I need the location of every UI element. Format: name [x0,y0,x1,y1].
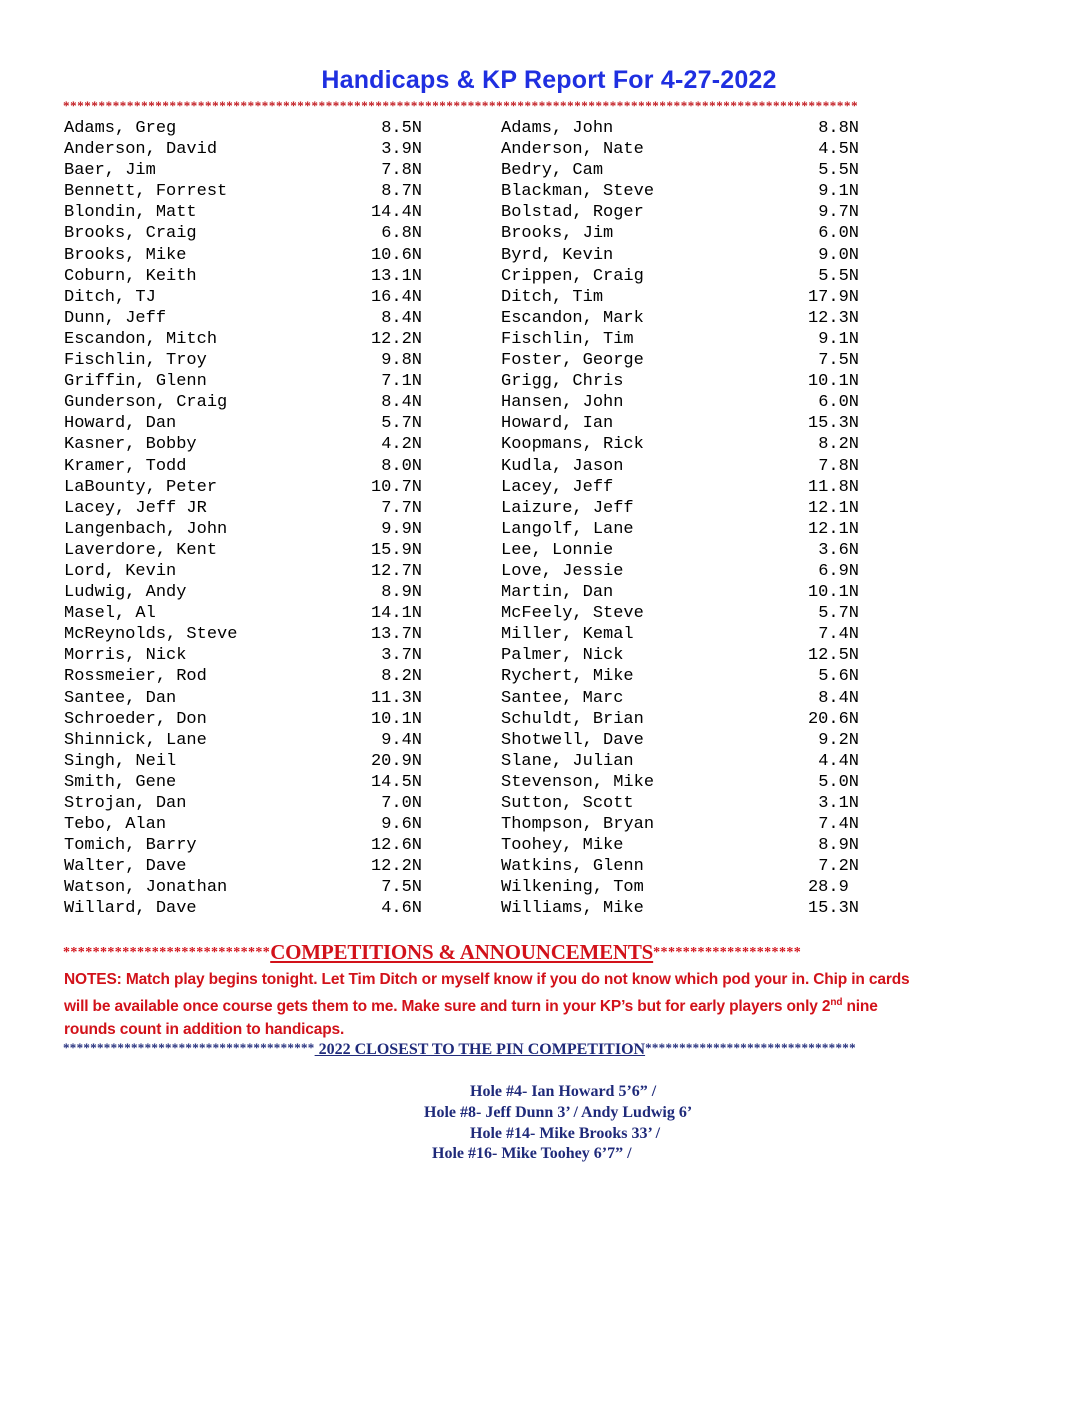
player-name: Kasner, Bobby [64,435,197,455]
player-handicap: 13.1N [370,266,422,286]
player-handicap: 5.7N [818,604,859,624]
heading-stars: ******************************* [645,1040,856,1055]
player-handicap: 5.5N [818,266,859,286]
player-handicap: 8.2N [818,435,859,455]
player-name: Bolstad, Roger [501,203,644,223]
player-handicap: 10.7N [370,477,422,497]
player-handicap: 8.0N [381,456,422,476]
player-name: Brooks, Mike [64,245,187,265]
player-handicap: 9.4N [381,730,422,750]
player-name: Stevenson, Mike [501,772,655,792]
player-handicap: 14.5N [370,772,422,792]
player-handicap: 12.7N [370,561,422,581]
player-name: Escandon, Mark [501,308,644,328]
player-handicap: 4.6N [381,899,422,919]
player-handicap: 17.9N [807,287,859,307]
player-handicap: 8.4N [818,688,859,708]
player-name: Tebo, Alan [64,815,167,835]
player-name: Slane, Julian [501,751,634,771]
player-handicap: 3.6N [818,540,859,560]
player-handicap: 5.5N [818,161,859,181]
player-name: Schroeder, Don [64,709,207,729]
player-handicap: 11.3N [370,688,422,708]
player-name: Watkins, Glenn [501,857,644,877]
player-handicap: 10.6N [370,245,422,265]
player-name: Bedry, Cam [501,161,604,181]
player-name: Lee, Lonnie [501,540,614,560]
player-name: Tomich, Barry [64,836,197,856]
player-name: Singh, Neil [64,751,177,771]
player-name: Watson, Jonathan [64,878,228,898]
competitions-heading [63,940,1023,965]
player-handicap: 15.3N [807,414,859,434]
announcement-notes [64,968,1024,1041]
player-name: Ludwig, Andy [64,583,187,603]
player-handicap: 8.9N [381,583,422,603]
player-handicap: 16.4N [370,287,422,307]
player-name: Byrd, Kevin [501,245,614,265]
player-name: Smith, Gene [64,772,177,792]
player-handicap: 4.2N [381,435,422,455]
player-handicap: 10.1N [807,372,859,392]
player-name: Lord, Kevin [64,561,177,581]
player-handicap: 7.2N [818,857,859,877]
player-handicap: 4.4N [818,751,859,771]
competitions-label: COMPETITIONS & ANNOUNCEMENTS [270,940,654,964]
player-name: Masel, Al [64,604,156,624]
player-name: Langenbach, John [64,519,228,539]
player-handicap: 15.9N [370,540,422,560]
kp-hole-4: Hole #4- Ian Howard 5’6” / [470,1083,657,1100]
player-name: Ditch, TJ [64,287,156,307]
player-handicap: 8.7N [381,182,422,202]
player-name: Anderson, David [64,140,218,160]
player-name: Bennett, Forrest [64,182,228,202]
player-name: Adams, John [501,119,614,138]
player-handicap: 10.1N [807,583,859,603]
notes-line: will be available once course gets them to me. Make sure and turn in your KP’s but for early players only 2nd nine [64,997,878,1016]
player-handicap: 7.5N [818,351,859,371]
player-name: Dunn, Jeff [64,308,167,328]
title-divider: **************************************************************************************************************** [63,98,859,113]
player-name: Grigg, Chris [501,372,624,392]
player-handicap: 8.4N [381,308,422,328]
player-name: Palmer, Nick [501,646,624,666]
player-name: Morris, Nick [64,646,187,666]
player-name: Love, Jessie [501,561,624,581]
player-handicap: 9.1N [818,182,859,202]
player-handicap: 5.7N [381,414,422,434]
player-handicap: 9.2N [818,730,859,750]
player-name: Martin, Dan [501,583,614,603]
player-name: Santee, Marc [501,688,624,708]
player-name: Williams, Mike [501,899,644,919]
player-name: Hansen, John [501,393,624,413]
notes-line: rounds count in addition to handicaps. [64,1021,345,1039]
player-handicap: 3.7N [381,646,422,666]
player-name: Langolf, Lane [501,519,634,539]
player-handicap: 13.7N [370,625,422,645]
player-handicap: 3.9N [381,140,422,160]
player-handicap: 12.2N [370,329,422,349]
player-name: Baer, Jim [64,161,156,181]
player-handicap: 28.9 [807,878,859,898]
heading-stars: **************************** [63,945,271,960]
player-name: Strojan, Dan [64,794,187,813]
player-name: Sutton, Scott [501,794,634,813]
player-name: Crippen, Craig [501,266,644,286]
player-name: Rychert, Mike [501,667,634,687]
player-handicap: 12.5N [807,646,859,666]
player-handicap: 10.1N [370,709,422,729]
player-handicap: 12.3N [807,308,859,328]
player-name: Walter, Dave [64,857,187,877]
player-handicap: 7.4N [818,815,859,835]
player-name: Brooks, Jim [501,224,614,244]
player-handicap: 5.6N [818,667,859,687]
player-handicap: 20.6N [807,709,859,729]
player-handicap: 6.9N [818,561,859,581]
player-name: Fischlin, Tim [501,329,634,349]
kp-competition-heading [63,1040,1043,1059]
player-handicap: 12.1N [807,498,859,518]
player-handicap: 12.6N [370,836,422,856]
player-handicap: 6.0N [818,224,859,244]
player-name: Lacey, Jeff [501,477,614,497]
player-handicap: 14.1N [370,604,422,624]
player-name: Miller, Kemal [501,625,634,645]
player-name: Laverdore, Kent [64,540,218,560]
notes-line: NOTES: Match play begins tonight. Let Tim Ditch or myself know if you do not know which pod your in. Chip in cards [64,971,910,988]
player-handicap: 7.4N [818,625,859,645]
player-name: Willard, Dave [64,899,197,919]
player-handicap: 20.9N [370,751,422,771]
player-handicap: 12.1N [807,519,859,539]
player-name: Blondin, Matt [64,203,197,223]
player-handicap: 7.8N [381,161,422,181]
player-handicap: 12.2N [370,857,422,877]
player-handicap: 9.6N [381,815,422,835]
player-handicap: 8.8N [818,119,859,138]
player-name: Wilkening, Tom [501,878,644,898]
player-name: McFeely, Steve [501,604,644,624]
player-handicap: 8.9N [818,836,859,856]
player-handicap: 9.1N [818,329,859,349]
player-name: Coburn, Keith [64,266,197,286]
player-name: Gunderson, Craig [64,393,228,413]
heading-stars: ************************************* [63,1040,315,1055]
kp-hole-8: Hole #8- Jeff Dunn 3’ / Andy Ludwig 6’ [424,1104,693,1121]
player-name: Shinnick, Lane [64,730,207,750]
player-name: Schuldt, Brian [501,709,644,729]
player-name: Adams, Greg [64,119,177,138]
player-handicap: 11.8N [807,477,859,497]
player-handicap: 6.0N [818,393,859,413]
player-name: Escandon, Mitch [64,329,218,349]
player-name: LaBounty, Peter [64,477,218,497]
player-handicap: 5.0N [818,772,859,792]
player-handicap: 7.7N [381,498,422,518]
heading-stars: ******************** [653,945,802,960]
player-handicap: 7.5N [381,878,422,898]
kp-hole-16: Hole #16- Mike Toohey 6’7” / [432,1145,632,1162]
player-name: McReynolds, Steve [64,625,238,645]
player-name: Blackman, Steve [501,182,655,202]
player-handicap: 14.4N [370,203,422,223]
player-name: Toohey, Mike [501,836,624,856]
player-handicap: 7.1N [381,372,422,392]
player-handicap: 9.8N [381,351,422,371]
player-handicap: 15.3N [807,899,859,919]
player-handicap: 9.9N [381,519,422,539]
player-handicap: 6.8N [381,224,422,244]
player-name: Ditch, Tim [501,287,604,307]
player-name: Brooks, Craig [64,224,197,244]
player-name: Shotwell, Dave [501,730,644,750]
player-handicap: 7.8N [818,456,859,476]
player-name: Koopmans, Rick [501,435,644,455]
player-name: Laizure, Jeff [501,498,634,518]
player-name: Rossmeier, Rod [64,667,207,687]
player-name: Kramer, Todd [64,456,187,476]
kp-label: 2022 CLOSEST TO THE PIN COMPETITION [314,1041,646,1058]
player-handicap: 7.0N [381,794,422,813]
player-name: Griffin, Glenn [64,372,207,392]
player-name: Fischlin, Troy [64,351,207,371]
player-handicap: 8.4N [381,393,422,413]
player-name: Santee, Dan [64,688,177,708]
player-handicap: 8.5N [381,119,422,138]
player-name: Howard, Ian [501,414,614,434]
player-handicap: 9.0N [818,245,859,265]
player-handicap: 3.1N [818,794,859,813]
player-name: Howard, Dan [64,414,177,434]
player-handicap: 9.7N [818,203,859,223]
player-name: Lacey, Jeff JR [64,498,207,518]
player-name: Kudla, Jason [501,456,624,476]
player-handicap: 4.5N [818,140,859,160]
report-title: Handicaps & KP Report For 4-27-2022 [321,66,777,94]
player-name: Foster, George [501,351,644,371]
player-name: Thompson, Bryan [501,815,655,835]
player-name: Anderson, Nate [501,140,644,160]
player-handicap: 8.2N [381,667,422,687]
kp-hole-14: Hole #14- Mike Brooks 33’ / [470,1125,661,1142]
